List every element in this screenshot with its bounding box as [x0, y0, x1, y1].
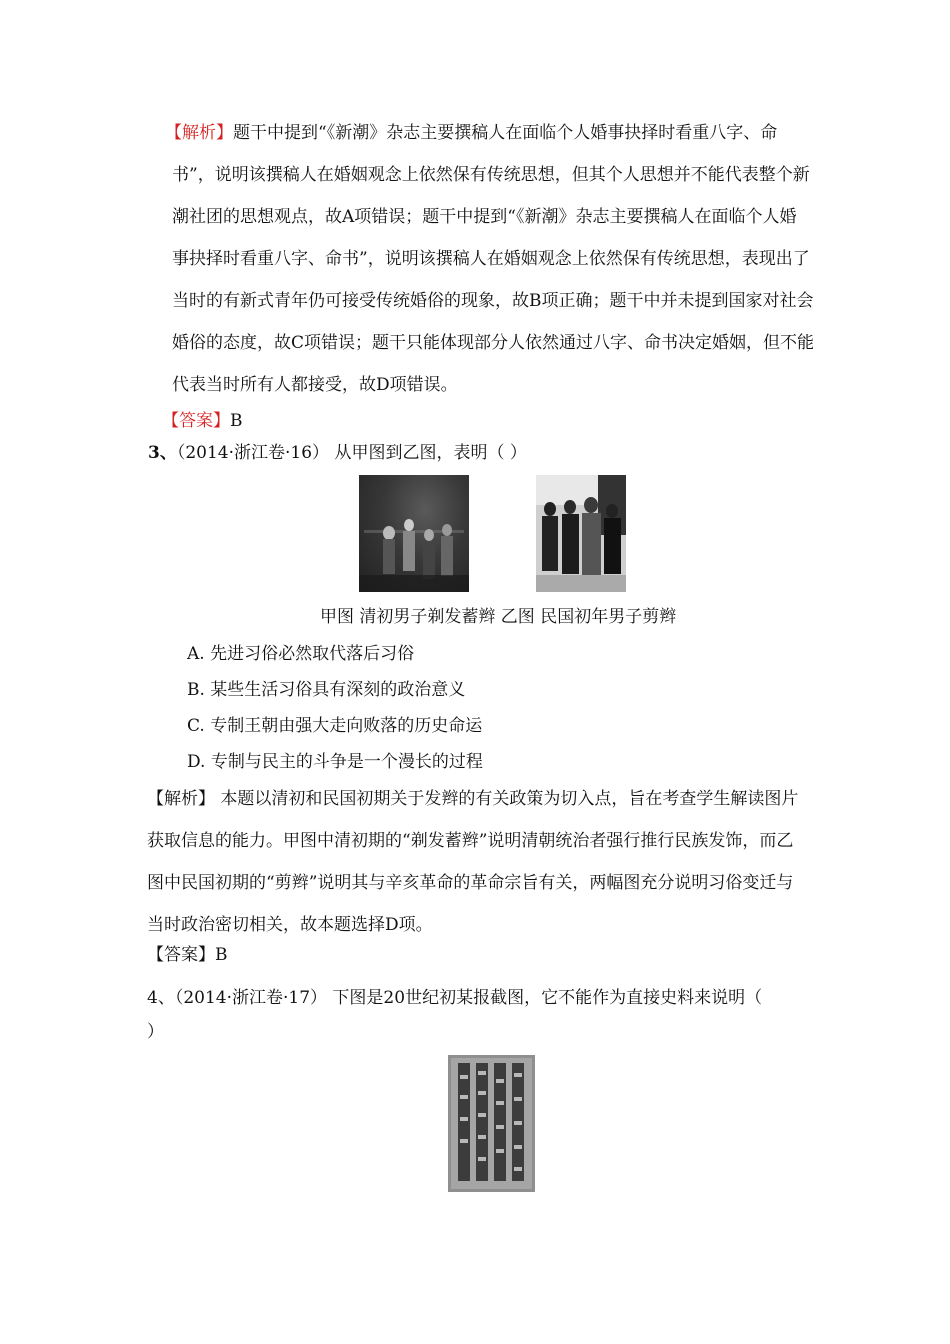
q3-question	[148, 441, 527, 465]
q3-figure-jia-photo	[359, 475, 469, 592]
q3-question-text: （2014·浙江卷·16） 从甲图到乙图，表明（ ）	[176, 443, 527, 463]
q2-analysis-line-3: 潮社团的思想观点，故A项错误；题干中提到“《新潮》杂志主要撰稿人在面临个人婚	[172, 207, 797, 227]
q3-answer-tag: 【答案】	[147, 945, 215, 965]
q4-newspaper-clipping-image	[448, 1055, 535, 1192]
q2-answer	[162, 409, 243, 433]
q2-analysis-line-2: 书”，说明该撰稿人在婚姻观念上依然保有传统思想，但其个人思想并不能代表整个新	[172, 165, 810, 185]
q3-option-a: A. 先进习俗必然取代落后习俗	[187, 644, 415, 664]
q3-analysis-line-1: 【解析】 本题以清初和民国初期关于发辫的有关政策为切入点，旨在考查学生解读图片	[147, 789, 799, 809]
q3-figure-caption: 甲图 清初男子剃发蓄辫 乙图 民国初年男子剪辫	[320, 607, 677, 627]
q2-analysis-line-4: 事抉择时看重八字、命书”，说明该撰稿人在婚姻观念上依然保有传统思想，表现出了	[172, 249, 810, 269]
q2-analysis-line-1: 【解析】题干中提到“《新潮》杂志主要撰稿人在面临个人婚事抉择时看重八字、命	[165, 123, 778, 143]
q3-analysis-line-4: 当时政治密切相关，故本题选择D项。	[147, 915, 433, 935]
q2-analysis-line-6: 婚俗的态度，故C项错误；题干只能体现部分人依然通过八字、命书决定婚姻，但不能	[172, 333, 815, 353]
q2-analysis-line-7: 代表当时所有人都接受，故D项错误。	[172, 375, 458, 395]
q3-option-b: B. 某些生活习俗具有深刻的政治意义	[187, 680, 466, 700]
q3-figure-yi-photo	[536, 475, 626, 592]
q2-analysis-tag: 【解析】	[165, 123, 233, 143]
q3-analysis-tag: 【解析】	[147, 789, 215, 809]
q2-answer-tag: 【答案】	[162, 411, 230, 431]
q2-answer-value: B	[230, 411, 243, 431]
q4-question-line-2: ）	[147, 1022, 164, 1042]
q3-number: 3、	[148, 443, 177, 463]
q3-answer	[147, 943, 228, 967]
q3-analysis-line-2: 获取信息的能力。甲图中清初期的“剃发蓄辫”说明清朝统治者强行推行民族发饰，而乙	[147, 831, 794, 851]
q4-question-line-1: 4、（2014·浙江卷·17） 下图是20世纪初某报截图，它不能作为直接史料来说明（	[147, 988, 763, 1008]
q3-analysis-line-3: 图中民国初期的“剪辫”说明其与辛亥革命的革命宗旨有关，两幅图充分说明习俗变迁与	[147, 873, 794, 893]
q4-number: 4、	[147, 988, 175, 1008]
q3-answer-value: B	[215, 945, 228, 965]
q3-option-c: C. 专制王朝由强大走向败落的历史命运	[187, 716, 483, 736]
q3-option-d: D. 专制与民主的斗争是一个漫长的过程	[187, 752, 483, 772]
q2-analysis-line-5: 当时的有新式青年仍可接受传统婚俗的现象，故B项正确；题干中并未提到国家对社会	[172, 291, 814, 311]
